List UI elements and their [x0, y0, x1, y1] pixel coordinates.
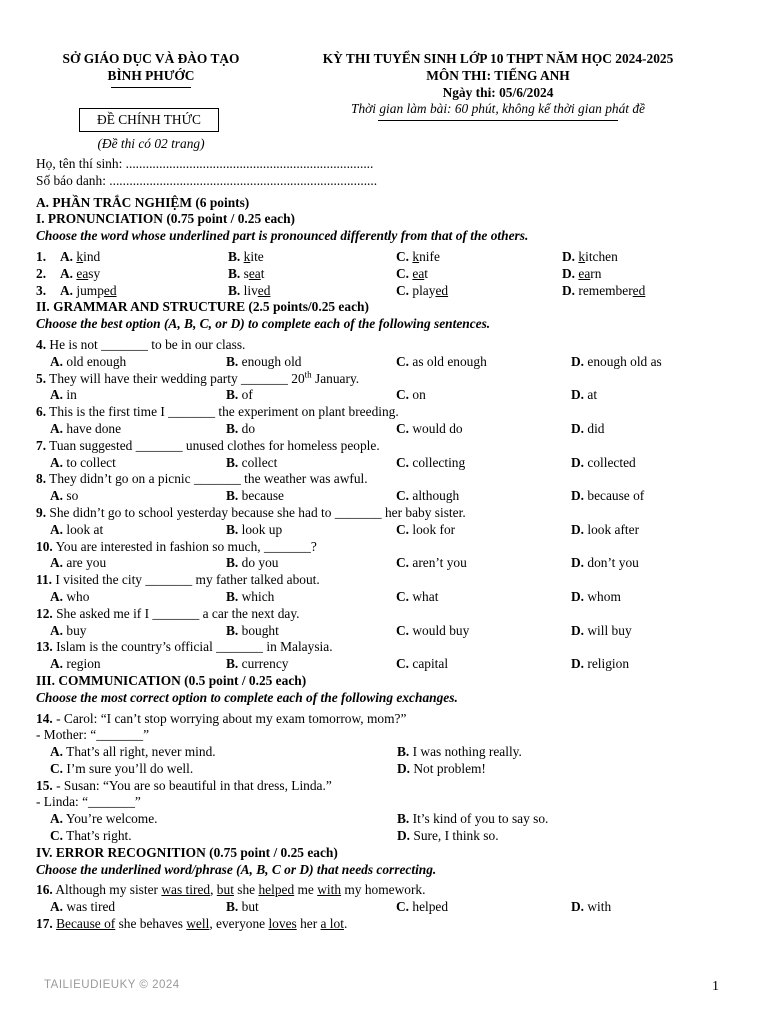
option-letter: C. — [396, 588, 410, 604]
question-number: 12. — [36, 605, 53, 621]
question-stem: 17. Because of she behaves well, everyone loves her a lot. — [36, 916, 348, 932]
options-row — [36, 421, 736, 438]
option-letter: C. — [396, 555, 410, 571]
question-number: 15. — [36, 777, 53, 793]
option-letter: A. — [50, 555, 64, 571]
option-letter: A. — [50, 488, 64, 504]
option-letter: C. — [396, 265, 410, 281]
options-row — [36, 522, 736, 539]
option-letter: A. — [60, 282, 74, 298]
question-number: 4. — [36, 336, 47, 352]
options-row — [36, 828, 736, 845]
section-1-instruction: Choose the word whose underlined part is pronounced differently from that of the others. — [36, 228, 529, 244]
option-letter: D. — [571, 899, 585, 915]
question-stem: 5. They will have their wedding party _______ 20th January. — [36, 369, 360, 386]
pronunciation-questions — [36, 245, 736, 299]
option-letter: A. — [50, 622, 64, 638]
option-letter: C. — [396, 521, 410, 537]
option-letter: B. — [226, 622, 239, 638]
option-letter: B. — [226, 588, 239, 604]
underlined-part: ed — [103, 282, 117, 298]
option-letter: B. — [226, 353, 239, 369]
section-3-title: III. COMMUNICATION (0.5 point / 0.25 each) — [36, 672, 307, 688]
question-number: 6. — [36, 404, 47, 420]
question-number: 11. — [36, 572, 52, 588]
options-row — [36, 488, 736, 505]
option-letter: A. — [50, 353, 64, 369]
exam-subject: MÔN THI: TIẾNG ANH — [426, 67, 570, 83]
option-letter: A. — [60, 265, 74, 281]
answer-option: C. on — [396, 387, 426, 403]
header-right — [278, 51, 718, 121]
underlined-part: k — [76, 248, 84, 264]
answer-option: D. whom — [571, 588, 621, 604]
exam-body — [36, 156, 736, 933]
underlined-part: ea — [248, 265, 261, 281]
answer-option: D. did — [571, 420, 605, 436]
options-row — [36, 354, 736, 371]
underlined-part: a lot — [320, 916, 344, 932]
answer-option: B. of — [226, 387, 253, 403]
answer-option: A. to collect — [50, 454, 116, 470]
option-letter: B. — [226, 656, 239, 672]
option-letter: B. — [226, 521, 239, 537]
answer-option: D. don’t you — [571, 555, 639, 571]
department-name: SỞ GIÁO DỤC VÀ ĐÀO TẠO — [62, 51, 240, 66]
underlined-part: ed — [435, 282, 449, 298]
option-letter: C. — [396, 622, 410, 638]
answer-option: D. Sure, I think so. — [397, 828, 499, 844]
question-stem: 13. Islam is the country’s official _______ in Malaysia. — [36, 639, 333, 655]
option-letter: B. — [228, 248, 241, 264]
question-stem: 16. Although my sister was tired, but she helped me with my homework. — [36, 882, 426, 898]
option-letter: B. — [228, 282, 241, 298]
answer-option: B. I was nothing really. — [397, 744, 522, 760]
answer-option: D. because of — [571, 488, 645, 504]
option-letter: D. — [397, 828, 411, 844]
answer-option: C. what — [396, 588, 439, 604]
exam-duration: Thời gian làm bài: 60 phút, không kể thời gian phát đề — [351, 101, 645, 117]
option-letter: A. — [50, 387, 64, 403]
answer-option: B. lived — [228, 282, 271, 298]
dialogue-line: 14. - Carol: “I can’t stop worrying about my exam tomorrow, mom?” — [36, 710, 407, 726]
option-letter: A. — [50, 811, 64, 827]
answer-option: C. That’s right. — [50, 828, 132, 844]
question-number: 3. — [36, 282, 47, 298]
answer-option: B. bought — [226, 622, 279, 638]
option-letter: B. — [226, 420, 239, 436]
dialogue-line: 15. - Susan: “You are so beautiful in that dress, Linda.” — [36, 777, 332, 793]
answer-option: D. with — [571, 899, 612, 915]
answer-option: B. enough old — [226, 353, 302, 369]
underlined-part: but — [216, 882, 234, 898]
answer-option: B. do — [226, 420, 256, 436]
section-a-title: A. PHẦN TRẮC NGHIỆM (6 points) — [36, 194, 250, 210]
answer-option: D. religion — [571, 656, 630, 672]
candidate-name-line: Họ, tên thí sinh: .......................................................................... — [36, 156, 374, 171]
answer-option: D. enough old as — [571, 353, 662, 369]
answer-option: A. easy — [60, 265, 101, 281]
option-letter: A. — [50, 656, 64, 672]
question-stem: 6. This is the first time I _______ the experiment on plant breeding. — [36, 404, 399, 420]
option-letter: D. — [571, 521, 585, 537]
question-stem: 7. Tuan suggested _______ unused clothes for homeless people. — [36, 437, 380, 453]
option-letter: D. — [571, 622, 585, 638]
header-right-rule — [378, 120, 618, 121]
underlined-part: helped — [258, 882, 295, 898]
option-letter: A. — [50, 899, 64, 915]
option-letter: D. — [571, 420, 585, 436]
answer-option: D. earn — [562, 265, 602, 281]
options-row — [36, 623, 736, 640]
section-4-title: IV. ERROR RECOGNITION (0.75 point / 0.25 each) — [36, 844, 338, 860]
underlined-part: Because of — [56, 916, 116, 932]
answer-option: C. capital — [396, 656, 449, 672]
question-row — [36, 283, 736, 300]
section-1-title: I. PRONUNCIATION (0.75 point / 0.25 each) — [36, 211, 296, 227]
option-letter: B. — [226, 454, 239, 470]
answer-option: A. buy — [50, 622, 87, 638]
option-letter: C. — [396, 454, 410, 470]
question-number: 7. — [36, 437, 47, 453]
answer-option: C. would do — [396, 420, 463, 436]
answer-option: B. but — [226, 899, 259, 915]
answer-option: D. will buy — [571, 622, 632, 638]
answer-option: D. kitchen — [562, 248, 618, 264]
watermark: TAILIEUDIEUKY © 2024 — [44, 979, 180, 991]
question-number: 2. — [36, 265, 47, 281]
question-number: 5. — [36, 370, 47, 386]
question-row — [36, 249, 736, 266]
option-letter: B. — [226, 899, 239, 915]
answer-option: C. knife — [396, 248, 440, 264]
answer-option: A. That’s all right, never mind. — [50, 744, 216, 760]
option-letter: C. — [396, 387, 410, 403]
option-letter: B. — [397, 811, 410, 827]
option-letter: C. — [396, 656, 410, 672]
underlined-part: ea — [578, 265, 591, 281]
answer-option: B. which — [226, 588, 275, 604]
answer-option: A. have done — [50, 420, 122, 436]
option-letter: B. — [226, 488, 239, 504]
dialogue-line: - Linda: “_______” — [36, 794, 141, 810]
options-row — [36, 761, 736, 778]
answer-option: B. kite — [228, 248, 264, 264]
question-number: 14. — [36, 710, 53, 726]
question-number: 10. — [36, 538, 53, 554]
answer-option: A. so — [50, 488, 79, 504]
answer-option: C. played — [396, 282, 449, 298]
underlined-part: loves — [268, 916, 297, 932]
question-number: 8. — [36, 471, 47, 487]
option-letter: D. — [571, 488, 585, 504]
answer-option: A. jumped — [60, 282, 117, 298]
option-letter: A. — [50, 744, 64, 760]
answer-option: B. currency — [226, 656, 289, 672]
option-letter: D. — [571, 555, 585, 571]
option-letter: D. — [571, 454, 585, 470]
option-letter: A. — [50, 454, 64, 470]
header-left-rule — [111, 87, 191, 88]
option-letter: D. — [571, 387, 585, 403]
province-name: BÌNH PHƯỚC — [107, 67, 195, 83]
superscript: th — [304, 369, 312, 380]
options-row — [36, 589, 736, 606]
question-number: 13. — [36, 639, 53, 655]
answer-option: D. look after — [571, 521, 640, 537]
underlined-part: was tired — [161, 882, 211, 898]
dialogue-line: - Mother: “_______” — [36, 727, 150, 743]
option-letter: D. — [571, 353, 585, 369]
option-letter: A. — [50, 521, 64, 537]
answer-option: B. seat — [228, 265, 265, 281]
option-letter: C. — [396, 282, 410, 298]
answer-option: A. who — [50, 588, 90, 604]
answer-option: C. aren’t you — [396, 555, 467, 571]
options-row — [36, 656, 736, 673]
option-letter: C. — [396, 488, 410, 504]
answer-option: C. would buy — [396, 622, 470, 638]
answer-option: B. collect — [226, 454, 278, 470]
option-letter: C. — [396, 899, 410, 915]
communication-questions — [36, 707, 736, 845]
answer-option: A. are you — [50, 555, 107, 571]
answer-option: C. look for — [396, 521, 456, 537]
option-letter: D. — [571, 588, 585, 604]
options-row — [36, 744, 736, 761]
option-letter: D. — [562, 282, 576, 298]
options-row — [36, 899, 736, 916]
option-letter: D. — [571, 656, 585, 672]
exam-title: KỲ THI TUYỂN SINH LỚP 10 THPT NĂM HỌC 2024-2025 — [322, 51, 674, 66]
options-row — [36, 811, 736, 828]
question-stem: 4. He is not _______ to be in our class. — [36, 336, 246, 352]
option-letter: C. — [50, 760, 64, 776]
options-row — [36, 387, 736, 404]
option-letter: C. — [396, 420, 410, 436]
options-row — [36, 455, 736, 472]
option-letter: C. — [396, 248, 410, 264]
question-number: 1. — [36, 248, 47, 264]
answer-option: C. eat — [396, 265, 429, 281]
answer-option: C. although — [396, 488, 460, 504]
option-letter: C. — [396, 353, 410, 369]
answer-option: A. old enough — [50, 353, 127, 369]
answer-option: D. collected — [571, 454, 636, 470]
underlined-part: ed — [632, 282, 646, 298]
option-letter: A. — [50, 420, 64, 436]
question-stem: 10. You are interested in fashion so much, _______? — [36, 538, 317, 554]
answer-option: A. You’re welcome. — [50, 811, 158, 827]
section-4-instruction: Choose the underlined word/phrase (A, B, C or D) that needs correcting. — [36, 861, 437, 877]
error-recognition-questions — [36, 878, 736, 932]
underlined-part: k — [243, 248, 251, 264]
underlined-part: with — [317, 882, 342, 898]
answer-option: B. look up — [226, 521, 283, 537]
question-stem: 11. I visited the city _______ my father talked about. — [36, 572, 320, 588]
option-letter: D. — [397, 760, 411, 776]
answer-option: A. kind — [60, 248, 101, 264]
grammar-questions — [36, 333, 736, 673]
answer-option: A. in — [50, 387, 77, 403]
options-row — [36, 555, 736, 572]
option-letter: C. — [50, 828, 64, 844]
official-exam-box: ĐỀ CHÍNH THỨC — [79, 108, 219, 132]
page-count-note: (Đề thi có 02 trang) — [97, 136, 205, 151]
question-stem: 9. She didn’t go to school yesterday because she had to _______ her baby sister. — [36, 504, 466, 520]
page-number: 1 — [712, 979, 719, 994]
answer-option: C. as old enough — [396, 353, 487, 369]
option-letter: A. — [50, 588, 64, 604]
answer-option: B. It’s kind of you to say so. — [397, 811, 549, 827]
underlined-part: ed — [257, 282, 271, 298]
answer-option: A. look at — [50, 521, 104, 537]
underlined-part: well — [186, 916, 210, 932]
underlined-part: k — [412, 248, 420, 264]
option-letter: D. — [562, 248, 576, 264]
exam-date: Ngày thi: 05/6/2024 — [442, 84, 554, 100]
question-number: 9. — [36, 504, 47, 520]
section-2-instruction: Choose the best option (A, B, C, or D) to complete each of the following sentences. — [36, 316, 491, 332]
option-letter: D. — [562, 265, 576, 281]
answer-option: A. region — [50, 656, 101, 672]
answer-option: A. was tired — [50, 899, 116, 915]
underlined-part: ea — [76, 265, 89, 281]
question-stem: 8. They didn’t go on a picnic _______ the weather was awful. — [36, 471, 368, 487]
section-3-instruction: Choose the most correct option to complete each of the following exchanges. — [36, 689, 458, 705]
question-stem: 12. She asked me if I _______ a car the next day. — [36, 605, 300, 621]
question-number: 16. — [36, 882, 53, 898]
underlined-part: k — [578, 248, 586, 264]
underlined-part: ea — [412, 265, 425, 281]
answer-option: C. helped — [396, 899, 449, 915]
section-2-title: II. GRAMMAR AND STRUCTURE (2.5 points/0.25 each) — [36, 299, 369, 315]
header-left — [40, 51, 262, 88]
option-letter: B. — [226, 387, 239, 403]
option-letter: B. — [397, 744, 410, 760]
option-letter: B. — [228, 265, 241, 281]
answer-option: C. I’m sure you’ll do well. — [50, 760, 194, 776]
option-letter: B. — [226, 555, 239, 571]
question-row — [36, 266, 736, 283]
answer-option: C. collecting — [396, 454, 466, 470]
candidate-number-line: Số báo danh: ................................................................................ — [36, 172, 378, 188]
answer-option: B. do you — [226, 555, 279, 571]
question-number: 17. — [36, 916, 53, 932]
answer-option: D. at — [571, 387, 598, 403]
answer-option: D. remembered — [562, 282, 646, 298]
option-letter: A. — [60, 248, 74, 264]
answer-option: D. Not problem! — [397, 760, 486, 776]
answer-option: B. because — [226, 488, 285, 504]
